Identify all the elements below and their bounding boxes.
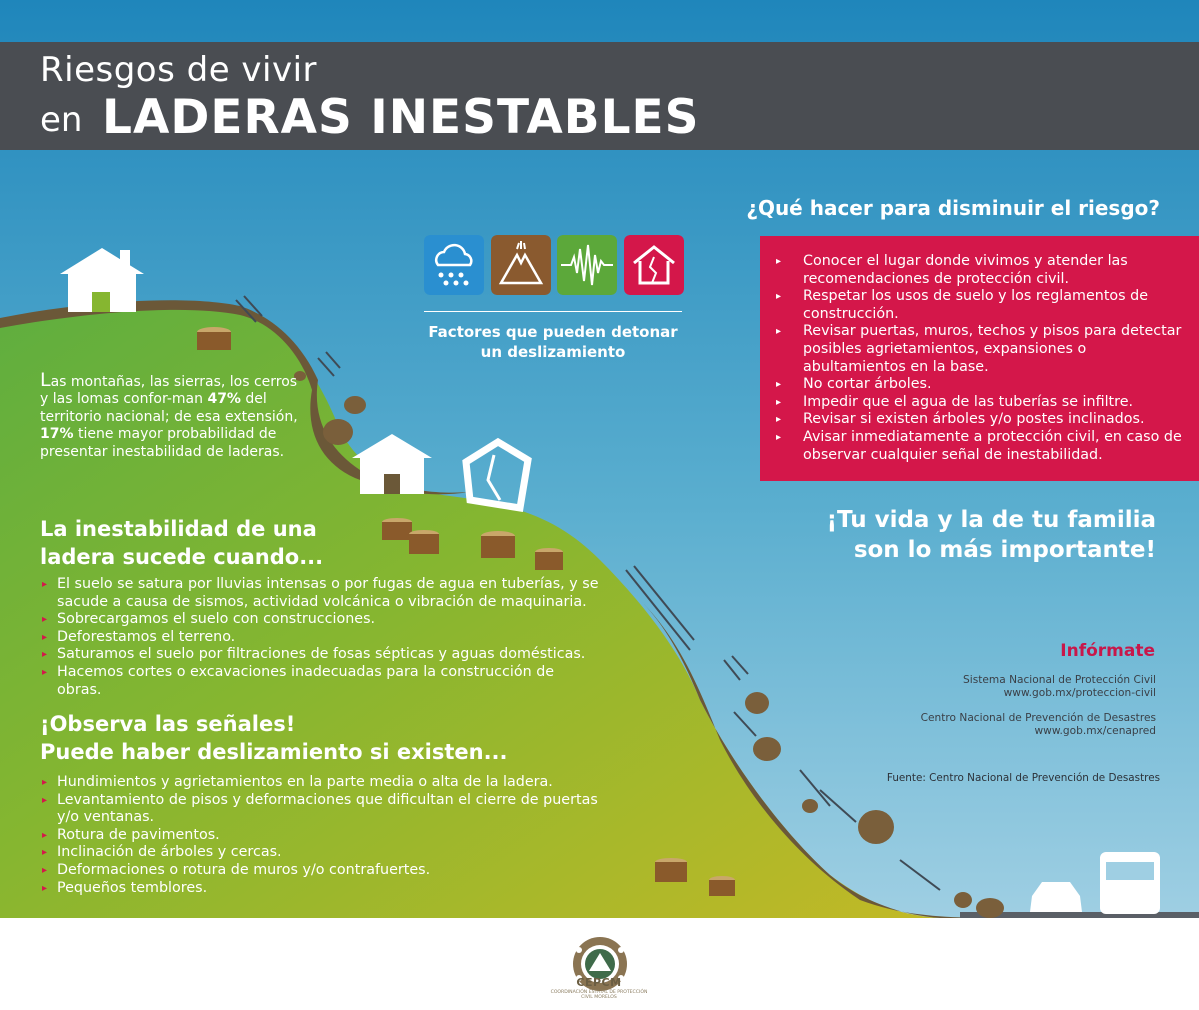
reduce-risk-item-text: Revisar puertas, muros, techos y pisos para detectar posibles agrietamientos, expansiones o abultamientos en la base. <box>803 323 1182 375</box>
seismograph-icon <box>557 235 617 295</box>
bullet-icon: ▸ <box>776 431 782 443</box>
intro-text-1: as montañas, las sierras, los cerros y las lomas confor-man <box>40 374 298 408</box>
signals-list <box>40 774 600 897</box>
instability-item-text: Hacemos cortes o excavaciones inadecuadas para la construcción de obras. <box>57 663 555 698</box>
reduce-risk-item <box>776 288 1186 323</box>
bullet-icon: ▸ <box>42 666 48 678</box>
signal-item <box>40 774 600 792</box>
family-line2: son lo más importante! <box>853 537 1156 563</box>
bullet-icon: ▸ <box>42 882 48 894</box>
bullet-icon: ▸ <box>42 579 48 590</box>
family-line1: ¡Tu vida y la de tu familia <box>826 507 1156 533</box>
instability-heading-line1: La inestabilidad de una <box>40 517 317 541</box>
intro-pct1: 47% <box>207 391 241 408</box>
instability-item <box>40 576 600 611</box>
bullet-icon: ▸ <box>42 649 48 661</box>
instability-item <box>40 664 600 699</box>
instability-item-text: Deforestamos el terreno. <box>57 628 236 645</box>
bullet-icon: ▸ <box>42 864 48 876</box>
bullet-icon: ▸ <box>42 794 48 806</box>
signal-item-text: Levantamiento de pisos y deformaciones que dificultan el cierre de puertas y/o ventanas. <box>57 791 598 826</box>
reduce-risk-item <box>776 429 1186 464</box>
truck-icon <box>1100 852 1160 914</box>
bullet-icon: ▸ <box>42 777 48 788</box>
volcano-icon <box>491 235 551 295</box>
signal-item <box>40 880 600 898</box>
signals-heading <box>40 710 560 766</box>
factor-icons <box>424 235 684 295</box>
intro-pct2: 17% <box>40 426 74 443</box>
signal-item-text: Pequeños temblores. <box>57 879 208 896</box>
reduce-risk-item <box>776 376 1186 394</box>
intro-paragraph <box>40 369 300 461</box>
bullet-icon: ▸ <box>776 379 782 391</box>
reduce-risk-item-text: Avisar inmediatamente a protección civil, en caso de observar cualquier señal de inestabilidad. <box>803 428 1182 463</box>
signal-item-text: Rotura de pavimentos. <box>57 826 220 843</box>
instability-item-text: Sobrecargamos el suelo con construcciones. <box>57 611 376 628</box>
info-heading: Infórmate <box>1060 641 1155 661</box>
intro-initial: L <box>40 369 51 391</box>
instability-item <box>40 629 600 647</box>
bullet-icon: ▸ <box>776 396 782 408</box>
signal-item <box>40 862 600 880</box>
family-message <box>760 505 1156 565</box>
instability-item-text: El suelo se satura por lluvias intensas o por fugas de agua en tuberías, y se sacude a causa de sismos, actividad volcánica o vibración de maquinaria. <box>57 576 599 610</box>
instability-heading <box>40 515 440 571</box>
reduce-risk-list <box>776 253 1186 464</box>
instability-item <box>40 646 600 664</box>
reduce-risk-item-text: Conocer el lugar donde vivimos y atender las recomendaciones de protección civil. <box>803 253 1128 287</box>
reduce-risk-heading: ¿Qué hacer para disminuir el riesgo? <box>746 196 1160 220</box>
reduce-risk-item-text: Revisar si existen árboles y/o postes inclinados. <box>803 411 1145 428</box>
bullet-icon: ▸ <box>776 414 782 426</box>
reduce-risk-item <box>776 411 1186 429</box>
bullet-icon: ▸ <box>42 829 48 841</box>
instability-item-text: Saturamos el suelo por filtraciones de fosas sépticas y aguas domésticas. <box>57 646 586 663</box>
reduce-risk-item <box>776 323 1186 376</box>
logo-subtitle: COORDINACIÓN ESTATAL DE PROTECCIÓN CIVIL MORELOS <box>550 990 648 1000</box>
reduce-risk-item <box>776 253 1186 288</box>
intro-text-3: tiene mayor probabilidad de presentar inestabilidad de laderas. <box>40 426 285 460</box>
title-prefix: en <box>40 100 83 140</box>
instability-item <box>40 611 600 629</box>
org2-url[interactable]: www.gob.mx/cenapred <box>1034 725 1156 737</box>
signal-item <box>40 844 600 862</box>
signal-item-text: Deformaciones o rotura de muros y/o contrafuertes. <box>57 861 431 878</box>
bullet-icon: ▸ <box>42 614 48 626</box>
signals-heading-line2: Puede haber deslizamiento si existen... <box>40 740 508 764</box>
org1-url[interactable]: www.gob.mx/proteccion-civil <box>1003 687 1156 699</box>
logo-acronym: CEPCM <box>576 976 622 989</box>
signal-item <box>40 792 600 827</box>
signal-item-text: Inclinación de árboles y cercas. <box>57 844 282 861</box>
org2 <box>860 712 1156 738</box>
reduce-risk-item-text: Impedir que el agua de las tuberías se infiltre. <box>803 393 1134 410</box>
rain-icon <box>424 235 484 295</box>
bullet-icon: ▸ <box>776 291 782 303</box>
factors-divider <box>424 311 682 312</box>
bullet-icon: ▸ <box>776 256 782 267</box>
org2-name: Centro Nacional de Prevención de Desastres <box>920 712 1156 724</box>
signal-item <box>40 827 600 845</box>
reduce-risk-item-text: No cortar árboles. <box>803 376 932 393</box>
damaged-house-icon <box>624 235 684 295</box>
bullet-icon: ▸ <box>42 631 48 643</box>
title-emphasis: LADERAS INESTABLES <box>102 90 700 145</box>
signal-item-text: Hundimientos y agrietamientos en la parte media o alta de la ladera. <box>57 774 553 790</box>
intro-text-2: del territorio nacional; de esa extensión, <box>40 391 298 425</box>
source-note: Fuente: Centro Nacional de Prevención de Desastres <box>886 772 1160 784</box>
instability-list <box>40 576 600 699</box>
instability-heading-line2: ladera sucede cuando... <box>40 545 324 569</box>
reduce-risk-item-text: Respetar los usos de suelo y los reglamentos de construcción. <box>803 288 1149 322</box>
reduce-risk-item <box>776 394 1186 412</box>
org1-name: Sistema Nacional de Protección Civil <box>963 674 1156 686</box>
signals-heading-line1: ¡Observa las señales! <box>40 712 296 736</box>
org1 <box>860 674 1156 700</box>
factors-caption: Factores que pueden detonar un deslizamiento <box>428 323 678 361</box>
title-line1: Riesgos de vivir <box>40 50 318 90</box>
bullet-icon: ▸ <box>776 326 782 338</box>
bullet-icon: ▸ <box>42 847 48 859</box>
